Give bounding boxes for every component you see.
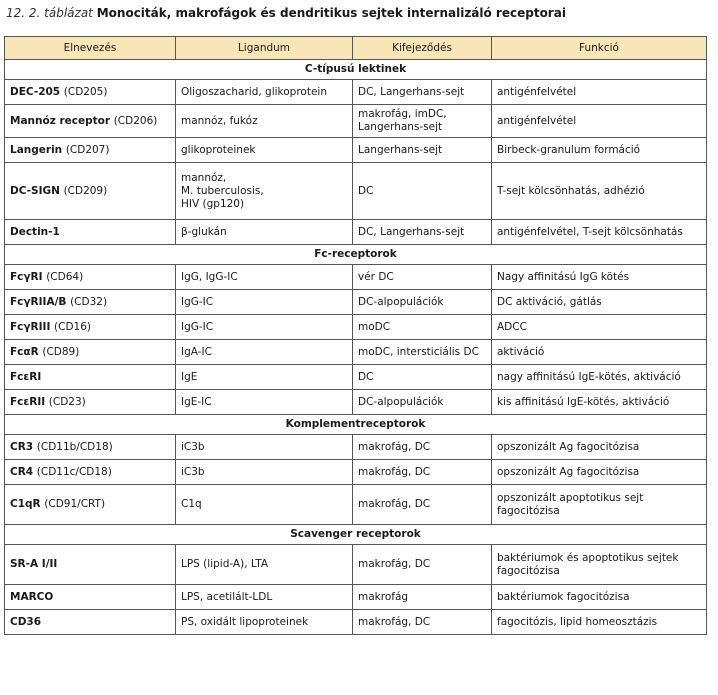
group-title: C-típusú lektinek	[5, 60, 707, 80]
table-row	[5, 163, 707, 220]
receptor-name: Mannóz receptor	[10, 114, 111, 127]
expression-cell	[353, 290, 492, 315]
table-row	[5, 485, 707, 525]
group-title: Komplementreceptorok	[5, 415, 707, 435]
ligand-cell	[176, 340, 353, 365]
ligand-cell	[176, 610, 353, 635]
cell-line: opszonizált Ag fagocitózisa	[497, 465, 640, 478]
cell-line: makrofág, DC	[358, 498, 431, 510]
receptor-table	[4, 36, 707, 635]
function-cell	[492, 80, 707, 105]
cell-line: makrofág, DC	[358, 615, 431, 628]
receptor-name-cell	[5, 220, 176, 245]
expression-cell	[353, 315, 492, 340]
receptor-cd: (CD64)	[46, 270, 84, 283]
cell-line: Birbeck-granulum formáció	[497, 143, 641, 156]
group-header-row	[5, 60, 707, 80]
function-cell	[492, 435, 707, 460]
group-title: Scavenger receptorok	[5, 525, 707, 545]
cell-line: DC, Langerhans-sejt	[358, 85, 465, 98]
group-title: Fc-receptorok	[5, 245, 707, 265]
function-cell	[492, 290, 707, 315]
ligand-cell	[176, 138, 353, 163]
column-header-name: Elnevezés	[5, 37, 176, 60]
receptor-cd: (CD209)	[63, 184, 108, 197]
cell-line: HIV (gp120)	[181, 197, 245, 210]
receptor-cd: (CD89)	[42, 345, 80, 358]
function-cell	[492, 220, 707, 245]
function-cell	[492, 585, 707, 610]
table-row	[5, 460, 707, 485]
receptor-name-cell	[5, 390, 176, 415]
cell-line: Langerhans-sejt	[358, 143, 443, 156]
column-header-function: Funkció	[492, 37, 707, 60]
ligand-cell	[176, 80, 353, 105]
expression-cell	[353, 545, 492, 585]
group-header-row	[5, 245, 707, 265]
cell-line: IgG-IC	[181, 320, 214, 333]
receptor-name: Dectin-1	[10, 225, 60, 238]
receptor-cd: (CD16)	[54, 320, 91, 333]
table-row	[5, 290, 707, 315]
table-row	[5, 80, 707, 105]
receptor-name-cell	[5, 290, 176, 315]
cell-line: Langerhans-sejt	[358, 121, 443, 133]
cell-line: antigénfelvétel	[497, 114, 577, 127]
cell-line: moDC	[358, 320, 391, 333]
function-cell	[492, 265, 707, 290]
receptor-name-cell	[5, 545, 176, 585]
ligand-cell	[176, 265, 353, 290]
table-row	[5, 610, 707, 635]
receptor-name: Langerin	[10, 143, 63, 156]
table-row	[5, 315, 707, 340]
receptor-name-cell	[5, 315, 176, 340]
receptor-cd: (CD206)	[113, 114, 158, 127]
receptor-cd: (CD11b/CD18)	[36, 440, 113, 453]
group-header-row	[5, 525, 707, 545]
table-row	[5, 265, 707, 290]
cell-line: M. tuberculosis,	[181, 184, 264, 197]
expression-cell	[353, 163, 492, 220]
function-cell	[492, 610, 707, 635]
cell-line: DC-alpopulációk	[358, 295, 444, 308]
receptor-name: SR-A I/II	[10, 558, 58, 570]
function-cell	[492, 340, 707, 365]
receptor-name-cell	[5, 265, 176, 290]
expression-cell	[353, 105, 492, 138]
ligand-cell	[176, 105, 353, 138]
expression-cell	[353, 485, 492, 525]
cell-line: PS, oxidált lipoproteinek	[181, 615, 309, 628]
cell-line: DC	[358, 370, 374, 383]
cell-line: C1q	[181, 498, 202, 510]
cell-line: moDC, intersticiális DC	[358, 345, 479, 358]
cell-line: DC aktiváció, gátlás	[497, 295, 602, 308]
ligand-cell	[176, 460, 353, 485]
cell-line: makrofág, imDC,	[358, 108, 447, 120]
ligand-cell	[176, 220, 353, 245]
receptor-name-cell	[5, 610, 176, 635]
expression-cell	[353, 610, 492, 635]
receptor-name-cell	[5, 485, 176, 525]
function-cell	[492, 545, 707, 585]
cell-line: opszonizált apoptotikus sejt	[497, 491, 644, 504]
cell-line: iC3b	[181, 465, 205, 478]
function-cell	[492, 315, 707, 340]
receptor-name: FcεRII	[10, 395, 46, 408]
receptor-name: CD36	[10, 615, 42, 628]
receptor-name: CR4	[10, 465, 34, 478]
table-title: Monociták, makrofágok és dendritikus sejtek internalizáló receptorai	[96, 6, 566, 20]
function-cell	[492, 105, 707, 138]
receptor-name: FcγRIIA/B	[10, 295, 67, 308]
column-header-ligand: Ligandum	[176, 37, 353, 60]
ligand-cell	[176, 585, 353, 610]
receptor-cd: (CD91/CRT)	[44, 498, 106, 510]
function-cell	[492, 365, 707, 390]
function-cell	[492, 163, 707, 220]
column-header-expression: Kifejeződés	[353, 37, 492, 60]
receptor-name-cell	[5, 365, 176, 390]
expression-cell	[353, 340, 492, 365]
cell-line: IgG, IgG-IC	[181, 270, 238, 283]
ligand-cell	[176, 290, 353, 315]
cell-line: makrofág, DC	[358, 465, 431, 478]
cell-line: aktiváció	[497, 345, 545, 358]
expression-cell	[353, 585, 492, 610]
cell-line: IgE	[181, 370, 198, 383]
cell-line: kis affinitású IgE-kötés, aktiváció	[497, 395, 670, 408]
expression-cell	[353, 265, 492, 290]
receptor-name: FcγRI	[10, 270, 43, 283]
receptor-name: FcγRIII	[10, 320, 51, 333]
function-cell	[492, 390, 707, 415]
receptor-cd: (CD32)	[70, 295, 108, 308]
cell-line: nagy affinitású IgE-kötés, aktiváció	[497, 370, 681, 383]
cell-line: baktériumok és apoptotikus sejtek	[497, 551, 679, 564]
cell-line: IgG-IC	[181, 295, 214, 308]
group-header-row	[5, 415, 707, 435]
ligand-cell	[176, 365, 353, 390]
table-row	[5, 435, 707, 460]
cell-line: Oligoszacharid, glikoprotein	[181, 85, 327, 98]
table-row	[5, 585, 707, 610]
receptor-name: DC-SIGN	[10, 184, 60, 197]
ligand-cell	[176, 485, 353, 525]
ligand-cell	[176, 390, 353, 415]
cell-line: opszonizált Ag fagocitózisa	[497, 440, 640, 453]
cell-line: baktériumok fagocitózisa	[497, 590, 630, 603]
expression-cell	[353, 390, 492, 415]
table-row	[5, 545, 707, 585]
table-row	[5, 138, 707, 163]
ligand-cell	[176, 163, 353, 220]
cell-line: IgE-IC	[181, 395, 212, 408]
ligand-cell	[176, 315, 353, 340]
table-row	[5, 220, 707, 245]
receptor-cd: (CD207)	[65, 143, 110, 156]
cell-line: glikoproteinek	[181, 143, 256, 156]
receptor-name: MARCO	[10, 590, 54, 603]
cell-line: LPS, acetilált-LDL	[181, 590, 273, 603]
expression-cell	[353, 80, 492, 105]
table-number: 12. 2. táblázat	[6, 6, 93, 20]
cell-line: mannóz,	[181, 171, 227, 184]
cell-line: DC, Langerhans-sejt	[358, 225, 465, 238]
receptor-name: DEC-205	[10, 85, 61, 98]
table-caption	[6, 6, 566, 20]
expression-cell	[353, 460, 492, 485]
cell-line: fagocitózis, lipid homeosztázis	[497, 615, 658, 628]
receptor-name: FcαR	[10, 345, 39, 358]
table-row	[5, 390, 707, 415]
receptor-name: FcεRI	[10, 370, 42, 383]
cell-line: DC-alpopulációk	[358, 395, 444, 408]
cell-line: antigénfelvétel	[497, 85, 577, 98]
ligand-cell	[176, 435, 353, 460]
receptor-name-cell	[5, 80, 176, 105]
table-row	[5, 105, 707, 138]
receptor-name-cell	[5, 163, 176, 220]
expression-cell	[353, 138, 492, 163]
cell-line: vér DC	[358, 270, 394, 283]
cell-line: fagocitózisa	[497, 564, 560, 577]
expression-cell	[353, 435, 492, 460]
table-header-row	[5, 37, 707, 60]
cell-line: ADCC	[497, 320, 527, 333]
cell-line: makrofág, DC	[358, 558, 431, 570]
receptor-name: C1qR	[10, 498, 41, 510]
cell-line: iC3b	[181, 440, 205, 453]
table-row	[5, 365, 707, 390]
cell-line: makrofág	[358, 590, 409, 603]
cell-line: DC	[358, 184, 374, 197]
function-cell	[492, 138, 707, 163]
receptor-cd: (CD11c/CD18)	[36, 465, 112, 478]
receptor-name-cell	[5, 138, 176, 163]
receptor-cd: (CD205)	[63, 85, 108, 98]
cell-line: mannóz, fukóz	[181, 114, 258, 127]
function-cell	[492, 485, 707, 525]
cell-line: β-glukán	[181, 225, 227, 238]
expression-cell	[353, 220, 492, 245]
cell-line: makrofág, DC	[358, 440, 431, 453]
table-body	[5, 60, 707, 635]
cell-line: LPS (lipid-A), LTA	[181, 558, 269, 570]
function-cell	[492, 460, 707, 485]
receptor-cd: (CD23)	[48, 395, 86, 408]
receptor-name: CR3	[10, 440, 34, 453]
table-row	[5, 340, 707, 365]
cell-line: fagocitózisa	[497, 504, 560, 517]
cell-line: IgA-IC	[181, 345, 212, 358]
ligand-cell	[176, 545, 353, 585]
receptor-name-cell	[5, 585, 176, 610]
cell-line: Nagy affinitású IgG kötés	[497, 270, 630, 283]
cell-line: antigénfelvétel, T-sejt kölcsönhatás	[497, 225, 683, 238]
cell-line: T-sejt kölcsönhatás, adhézió	[497, 184, 645, 197]
receptor-name-cell	[5, 460, 176, 485]
receptor-name-cell	[5, 340, 176, 365]
receptor-name-cell	[5, 435, 176, 460]
receptor-name-cell	[5, 105, 176, 138]
expression-cell	[353, 365, 492, 390]
